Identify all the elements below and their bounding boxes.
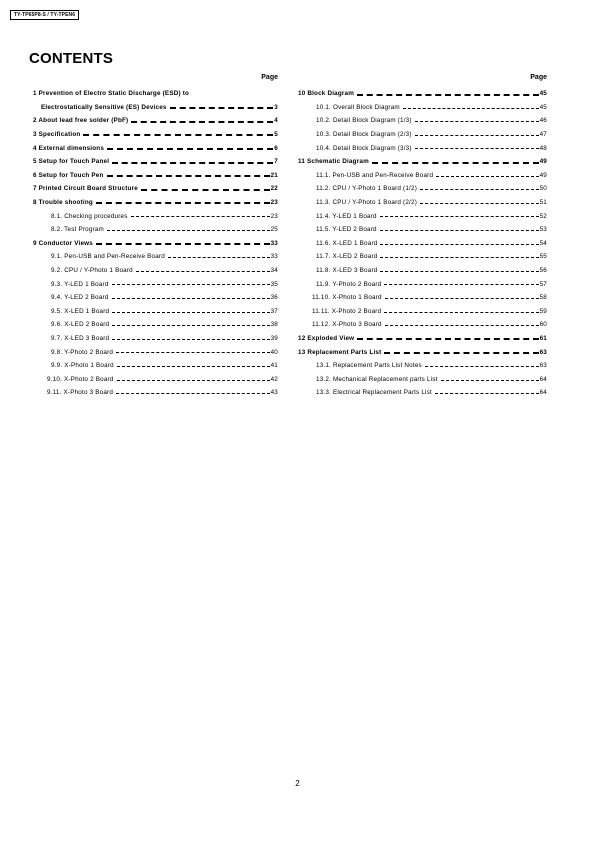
toc-entry-label <box>33 90 189 97</box>
dot-leader <box>131 215 270 218</box>
toc-entry[interactable] <box>33 291 278 305</box>
toc-entry-label <box>316 389 432 396</box>
dot-leader <box>117 378 270 381</box>
toc-entry-number: 11 <box>298 158 306 166</box>
toc-entry-page: 61 <box>539 334 547 342</box>
toc-entry-number: 11.7. <box>316 253 331 261</box>
toc-entry[interactable] <box>33 87 278 101</box>
toc-entry-label <box>316 199 417 206</box>
toc-entry[interactable] <box>33 264 278 278</box>
toc-entry[interactable] <box>33 169 278 183</box>
toc-entry-number: 11.5. <box>316 226 331 234</box>
dot-leader <box>384 350 538 354</box>
toc-entry[interactable] <box>298 128 547 142</box>
toc-entry-number: 13.3. <box>316 389 332 397</box>
dot-leader <box>107 174 270 178</box>
toc-entry-title: Schematic Diagram <box>307 158 369 166</box>
toc-entry[interactable] <box>298 169 547 183</box>
toc-entry-title: Pen-USB and Pen-Receive Board <box>332 171 434 179</box>
dot-leader <box>380 242 538 245</box>
toc-entry[interactable] <box>298 291 547 305</box>
toc-entry[interactable] <box>33 209 278 223</box>
toc-entry-label <box>316 362 422 369</box>
dot-leader <box>357 337 538 341</box>
toc-entry-label <box>51 321 109 328</box>
dot-leader <box>385 324 539 327</box>
toc-entry-page: 7 <box>274 158 278 166</box>
toc-entry-label <box>33 185 138 192</box>
toc-entry-page: 21 <box>270 171 278 179</box>
toc-entry-page: 48 <box>539 144 547 152</box>
toc-entry[interactable] <box>298 372 547 386</box>
dot-leader <box>415 133 539 136</box>
toc-entry-page: 50 <box>539 185 547 193</box>
toc-entry-label <box>298 90 354 97</box>
dot-leader <box>357 92 539 96</box>
toc-entry-page: 5 <box>274 131 278 139</box>
dot-leader <box>420 201 539 204</box>
dot-leader <box>112 324 269 327</box>
toc-entry-number: 13 <box>298 348 306 356</box>
toc-entry-title: X-LED 1 Board <box>332 239 378 247</box>
toc-entry-title: Y-Photo 2 Board <box>332 280 382 288</box>
toc-entry-page: 51 <box>539 199 547 207</box>
dot-leader <box>107 228 270 231</box>
toc-entry[interactable] <box>298 114 547 128</box>
toc-entry-label <box>51 213 128 220</box>
page-column-heading: Page <box>261 74 278 81</box>
toc-entry-number: 13.2. <box>316 375 332 383</box>
toc-entry-page: 23 <box>270 212 278 220</box>
toc-entry-number: 9.11. <box>47 389 62 397</box>
toc-entry-label <box>33 172 104 179</box>
dot-leader <box>380 228 539 231</box>
toc-entry-title: Electrical Replacement Parts List <box>332 389 432 397</box>
dot-leader <box>380 215 539 218</box>
toc-entry-title: Electrostatically Sensitive (ES) Devices <box>41 103 167 111</box>
toc-entry-number: 11.1. <box>316 171 331 179</box>
toc-entry-label <box>316 213 377 220</box>
toc-entry[interactable] <box>33 237 278 251</box>
toc-entry-page: 38 <box>270 321 278 329</box>
dot-leader <box>436 174 538 177</box>
toc-entry-number: 9.9. <box>51 362 63 370</box>
toc-entry-number: 12 <box>298 334 306 342</box>
dot-leader <box>112 310 269 313</box>
toc-entry-title: CPU / Y-Photo 1 Board <box>64 267 133 275</box>
toc-entry-title: Block Diagram <box>307 90 355 98</box>
toc-entry-title: Y-LED 1 Board <box>332 212 377 220</box>
toc-entry-page: 57 <box>539 280 547 288</box>
toc-entry-title: CPU / Y-Photo 1 Board (2/2) <box>332 199 418 207</box>
toc-entry[interactable] <box>33 114 278 128</box>
toc-entry-number: 2 <box>33 117 37 125</box>
toc-entry-number: 11.10. <box>312 294 331 302</box>
dot-leader <box>372 160 539 164</box>
toc-entry-label <box>298 158 369 165</box>
toc-entry[interactable] <box>33 196 278 210</box>
toc-entry-title: X-LED 2 Board <box>332 253 378 261</box>
toc-entry-title: Detail Block Diagram (1/3) <box>332 117 412 125</box>
dot-leader <box>420 188 539 191</box>
toc-entry[interactable] <box>33 223 278 237</box>
toc-entry-number: 1 <box>33 90 37 98</box>
toc-entry-title: Pen-USB and Pen-Receive Board <box>64 253 165 261</box>
toc-entry-number: 9 <box>33 239 37 247</box>
toc-entry-title: Exploded View <box>307 334 355 342</box>
toc-entry-title: Y-LED 2 Board <box>332 226 377 234</box>
toc-entry-page: 39 <box>270 334 278 342</box>
toc-entry-label <box>47 389 113 396</box>
toc-entry-page: 41 <box>270 362 278 370</box>
toc-entry-title: X-LED 3 Board <box>64 334 110 342</box>
toc-entry-title: X-Photo 1 Board <box>64 362 114 370</box>
toc-entry-number: 8.2. <box>51 226 63 234</box>
toc-entry[interactable] <box>33 101 278 115</box>
toc-entry[interactable] <box>33 277 278 291</box>
dot-leader <box>441 378 539 381</box>
toc-entry[interactable] <box>298 141 547 155</box>
toc-entry-number: 4 <box>33 144 37 152</box>
toc-entry-number: 10.1. <box>316 103 332 111</box>
toc-entry-page: 52 <box>539 212 547 220</box>
toc-entry-page: 49 <box>539 158 547 166</box>
toc-entry-page: 55 <box>539 253 547 261</box>
dot-leader <box>403 106 539 109</box>
toc-entry-title: X-LED 3 Board <box>332 267 378 275</box>
toc-entry[interactable] <box>298 386 547 400</box>
toc-entry-page: 40 <box>270 348 278 356</box>
dot-leader <box>96 201 270 205</box>
toc-entry-title: Checking procedures <box>64 212 128 220</box>
toc-entry-label <box>51 362 114 369</box>
dot-leader <box>117 364 270 367</box>
dot-leader <box>384 310 538 313</box>
toc-entry-label <box>47 376 114 383</box>
toc-entry-label <box>298 335 354 342</box>
toc-entry-title: X-Photo 2 Board <box>63 375 114 383</box>
toc-entry[interactable] <box>298 318 547 332</box>
toc-entry-page: 47 <box>539 131 547 139</box>
toc-entry[interactable] <box>33 345 278 359</box>
toc-entry-page: 6 <box>274 144 278 152</box>
toc-entry-title: Test Program <box>64 226 104 234</box>
toc-entry-number: 10.4. <box>316 144 332 152</box>
toc-entry-title: Detail Block Diagram (2/3) <box>332 131 412 139</box>
toc-entry-number: 8.1. <box>51 212 63 220</box>
toc-entry-page: 33 <box>270 253 278 261</box>
dot-leader <box>415 120 539 123</box>
toc-entry-number: 10 <box>298 90 306 98</box>
toc-entry[interactable] <box>33 332 278 346</box>
toc-entry-label <box>33 240 93 247</box>
dot-leader <box>415 147 539 150</box>
page-number: 2 <box>295 779 300 788</box>
toc-entry[interactable] <box>298 332 547 346</box>
toc-entry-page: 59 <box>539 307 547 315</box>
toc-entry-label <box>316 226 377 233</box>
toc-entry-title: Mechanical Replacement parts List <box>332 375 438 383</box>
toc-entry-number: 11.11. <box>312 307 330 315</box>
toc-entry-number: 9.1. <box>51 253 63 261</box>
toc-entry-number: 10.2. <box>316 117 332 125</box>
page-title: CONTENTS <box>29 50 114 67</box>
toc-entry-number: 11.8. <box>316 267 331 275</box>
toc-entry-label <box>316 281 381 288</box>
toc-entry-label <box>51 226 104 233</box>
toc-entry-label <box>33 117 128 124</box>
toc-entry-title: Y-LED 1 Board <box>64 280 109 288</box>
dot-leader <box>425 364 539 367</box>
toc-entry-page: 56 <box>539 267 547 275</box>
toc-entry-title: X-LED 2 Board <box>64 321 110 329</box>
dot-leader <box>170 106 274 110</box>
toc-entry-page: 64 <box>539 375 547 383</box>
dot-leader <box>192 93 277 95</box>
toc-entry-number: 11.6. <box>316 239 331 247</box>
toc-entry-page: 53 <box>539 226 547 234</box>
toc-entry-title: External dimensions <box>38 144 105 152</box>
toc-left-column <box>33 72 278 400</box>
toc-entry-number: 9.5. <box>51 307 63 315</box>
toc-entry-label <box>316 117 412 124</box>
toc-entry-label <box>316 145 412 152</box>
toc-entry-number: 9.10. <box>47 375 63 383</box>
dot-leader <box>168 256 270 259</box>
toc-entry-label <box>316 185 417 192</box>
dot-leader <box>112 160 273 164</box>
toc-entry-number: 9.8. <box>51 348 63 356</box>
dot-leader <box>96 242 270 246</box>
toc-entry-title: X-Photo 3 Board <box>63 389 114 397</box>
toc-entry[interactable] <box>298 101 547 115</box>
toc-entry[interactable] <box>298 237 547 251</box>
dot-leader <box>116 351 269 354</box>
toc-entry[interactable] <box>298 209 547 223</box>
toc-entry-number: 6 <box>33 171 37 179</box>
toc-entry-label <box>316 253 377 260</box>
toc-entry-page: 34 <box>270 267 278 275</box>
toc-entry-title: Printed Circuit Board Structure <box>38 185 138 193</box>
toc-entry[interactable] <box>298 223 547 237</box>
toc-entry-page: 49 <box>539 171 547 179</box>
toc-entry[interactable] <box>298 250 547 264</box>
dot-leader <box>136 269 270 272</box>
toc-entry-title: Setup for Touch Panel <box>38 158 110 166</box>
toc-entry[interactable] <box>298 305 547 319</box>
toc-entry-page: 43 <box>270 389 278 397</box>
toc-entry-title: CPU / Y-Photo 1 Board (1/2) <box>332 185 418 193</box>
toc-entry-page: 23 <box>270 199 278 207</box>
toc-entry-title: Specification <box>38 131 81 139</box>
toc-entry[interactable] <box>33 386 278 400</box>
toc-entry-label <box>316 172 433 179</box>
toc-entry-page: 58 <box>539 294 547 302</box>
dot-leader <box>380 269 538 272</box>
toc-entry-label <box>33 199 93 206</box>
toc-entry-label <box>51 267 133 274</box>
toc-entry-number: 9.6. <box>51 321 63 329</box>
toc-entry-page: 22 <box>270 185 278 193</box>
toc-entry[interactable] <box>33 250 278 264</box>
toc-entry-label <box>316 104 400 111</box>
toc-entry-title: Setup for Touch Pen <box>38 171 104 179</box>
toc-right-column <box>298 72 547 400</box>
toc-entry[interactable] <box>33 318 278 332</box>
toc-entry-label <box>312 308 381 315</box>
toc-entry-label <box>316 267 377 274</box>
toc-entry-number: 10.3. <box>316 131 332 139</box>
toc-entry-number: 7 <box>33 185 37 193</box>
toc-entry-label <box>51 281 109 288</box>
toc-entry-label <box>316 376 438 383</box>
toc-entry-label <box>316 240 377 247</box>
toc-entry[interactable] <box>298 196 547 210</box>
toc-entry-title: Y-Photo 2 Board <box>64 348 114 356</box>
toc-entry-page: 33 <box>270 239 278 247</box>
dot-leader <box>384 283 538 286</box>
toc-entry-number: 11.2. <box>316 185 331 193</box>
toc-entry[interactable] <box>298 182 547 196</box>
toc-entry-page: 45 <box>539 90 547 98</box>
toc-entry[interactable] <box>298 345 547 359</box>
toc-entry[interactable] <box>298 277 547 291</box>
toc-entry-title: X-Photo 3 Board <box>332 321 382 329</box>
toc-entry-page: 35 <box>270 280 278 288</box>
dot-leader <box>131 119 273 123</box>
toc-entry[interactable] <box>33 372 278 386</box>
toc-entry[interactable] <box>298 87 547 101</box>
toc-entry-title: Overall Block Diagram <box>332 103 400 111</box>
toc-entry-page: 60 <box>539 321 547 329</box>
toc-entry[interactable] <box>33 305 278 319</box>
toc-entry-title: Replacement Parts List Notes <box>332 362 422 370</box>
toc-entry-label <box>33 145 104 152</box>
toc-entry-label <box>316 131 412 138</box>
toc-entry-page: 37 <box>270 307 278 315</box>
toc-entry-number: 11.3. <box>316 199 331 207</box>
toc-entry-page: 36 <box>270 294 278 302</box>
toc-entry-label <box>41 104 167 111</box>
toc-entry[interactable] <box>298 359 547 373</box>
dot-leader <box>112 296 270 299</box>
toc-entry-page: 42 <box>270 375 278 383</box>
toc-entry-number: 5 <box>33 158 37 166</box>
toc-entry-page: 64 <box>539 389 547 397</box>
toc-entry[interactable] <box>33 182 278 196</box>
dot-leader <box>107 146 273 150</box>
dot-leader <box>380 256 538 259</box>
dot-leader <box>385 296 539 299</box>
dot-leader <box>112 337 269 340</box>
toc-entry-number: 8 <box>33 199 37 207</box>
toc-entry-label <box>312 321 382 328</box>
toc-entry-title: About lead free solder (PbF) <box>38 117 129 125</box>
toc-entry[interactable] <box>298 264 547 278</box>
toc-entry[interactable] <box>298 155 547 169</box>
dot-leader <box>112 283 270 286</box>
toc-entry-page: 63 <box>539 362 547 370</box>
page-column-heading: Page <box>530 74 547 81</box>
toc-entry-page: 25 <box>270 226 278 234</box>
toc-entry-label <box>33 131 80 138</box>
toc-entry-title: X-LED 1 Board <box>64 307 110 315</box>
toc-entry-number: 11.12. <box>312 321 331 329</box>
toc-entry[interactable] <box>33 128 278 142</box>
dot-leader <box>141 187 270 191</box>
toc-entry-title: X-Photo 2 Board <box>331 307 382 315</box>
toc-entry-number: 9.2. <box>51 267 63 275</box>
toc-entry-page: 54 <box>539 239 547 247</box>
toc-entry-title: Y-LED 2 Board <box>64 294 109 302</box>
toc-entry-number: 9.4. <box>51 294 63 302</box>
toc-entry-title: Replacement Parts List <box>307 348 382 356</box>
toc-entry-page: 3 <box>274 103 278 111</box>
dot-leader <box>83 133 273 137</box>
toc-entry-label <box>51 308 109 315</box>
toc-entry-number: 11.4. <box>316 212 331 220</box>
toc-entry-number: 11.9. <box>316 280 331 288</box>
toc-entry-label <box>51 335 109 342</box>
toc-entry-number: 9.3. <box>51 280 63 288</box>
toc-entry[interactable] <box>33 155 278 169</box>
toc-entry-page: 63 <box>539 348 547 356</box>
toc-entry-label <box>51 253 165 260</box>
toc-entry-title: Prevention of Electro Static Discharge (ESD) to <box>38 90 190 98</box>
toc-entry-page: 4 <box>274 117 278 125</box>
toc-entry-page: 45 <box>539 103 547 111</box>
toc-entry-number: 13.1. <box>316 362 332 370</box>
toc-entry[interactable] <box>33 359 278 373</box>
dot-leader <box>116 392 270 395</box>
toc-entry[interactable] <box>33 141 278 155</box>
toc-entry-title: X-Photo 1 Board <box>332 294 382 302</box>
toc-entry-label <box>33 158 109 165</box>
toc-entry-title: Trouble shooting <box>38 199 93 207</box>
toc-entry-title: Conductor Views <box>38 239 93 247</box>
toc-entry-number: 9.7. <box>51 334 63 342</box>
toc-entry-title: Detail Block Diagram (3/3) <box>332 144 412 152</box>
model-tag: TY-TP65P8-S / TY-TPEN6 <box>10 10 79 20</box>
toc-entry-number: 3 <box>33 131 37 139</box>
toc-entry-label <box>298 349 381 356</box>
toc-entry-label <box>51 294 109 301</box>
dot-leader <box>435 392 539 395</box>
toc-entry-label <box>51 349 113 356</box>
toc-entry-page: 46 <box>539 117 547 125</box>
toc-entry-label <box>312 294 382 301</box>
